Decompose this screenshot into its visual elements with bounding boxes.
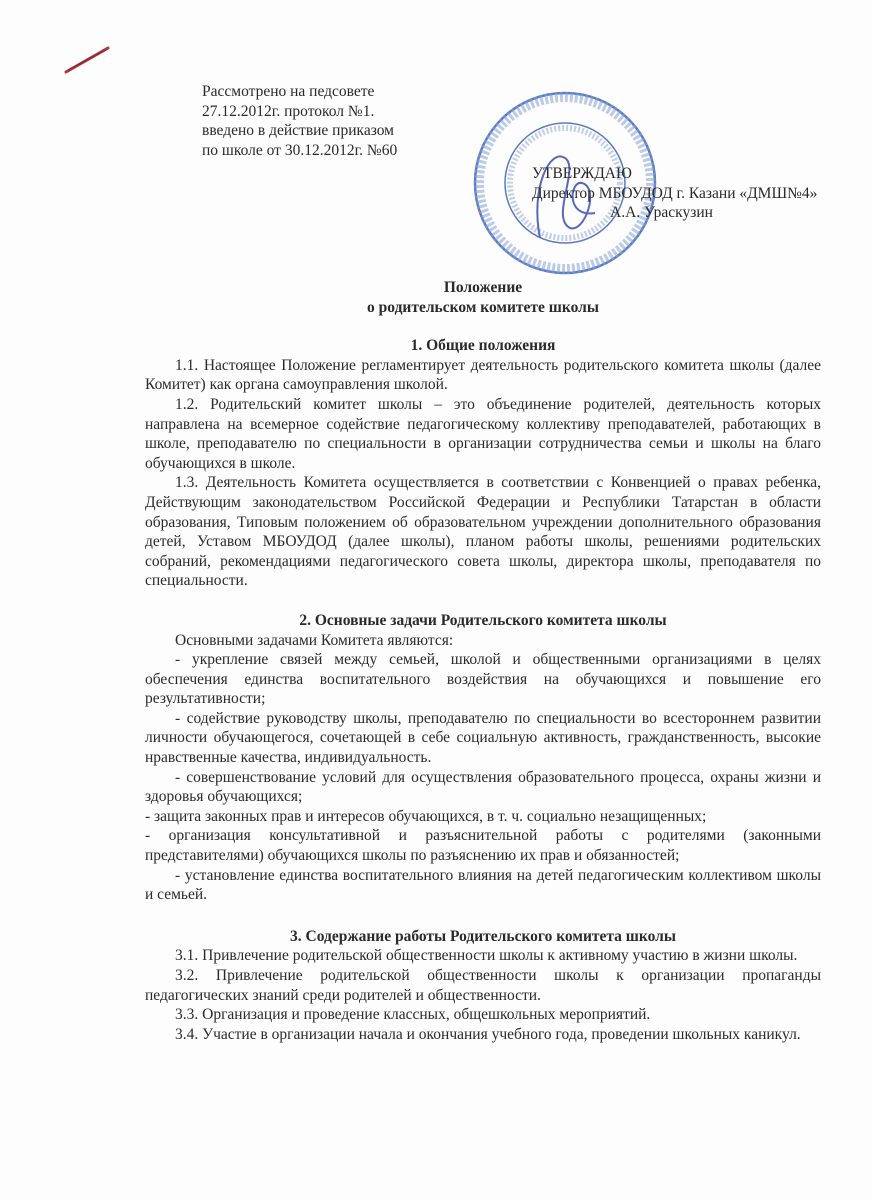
paragraph: - совершенствование условий для осуществления образовательного процесса, охраны жизни и здоровья обучающихся; [145,768,821,806]
paragraph: 3.3. Организация и проведение классных, общешкольных мероприятий. [175,1006,651,1024]
paragraph: - защита законных прав и интересов обучающихся, в т. ч. социально незащищенных; [145,807,707,825]
paragraph: - организация консультативной и разъяснительной работы с родителями (законными представителями) обучающихся школы по разъяснению их прав и обязанностей; [145,827,821,865]
paragraph: 1.2. Родительский комитет школы – это объединение родителей, деятельность которых направлена на всемерное содействие педагогическому коллективу преподавателей, работающих в школе, преподавателю по специальности в организации сотрудничества семьи и школы на благо обучающихся в школе. [145,395,821,472]
paragraph: 3.1. Привлечение родительской общественности школы к активному участию в жизни школы. [175,947,798,965]
paragraph: 1.3. Деятельность Комитета осуществляется в соответствии с Конвенцией о правах ребенка, Действующим законодательством Российской Федерации и Республики Татарстан в области образования, Типовым положением об образовательном учреждении дополнительного образования детей, Уставом МБОУДОД (далее школы), планом работы школы, решениями родительских собраний, рекомендациями педагогического совета школы, директора школы, преподавателя по специальности. [145,474,821,590]
section-heading: 3. Содержание работы Родительского комитета школы [290,927,676,945]
review-note [202,82,397,160]
review-line: Рассмотрено на педсовете [202,83,375,100]
paragraph: - содействие руководству школы, преподавателю по специальности во всестороннем развитии личности обучающегося, сочетающей в себе социальную активность, гражданственность, высокие нравственные качества, индивидуальность. [145,709,821,767]
review-line: по школе от 30.12.2012г. №60 [202,141,398,159]
review-line: введено в действие приказом [202,122,394,139]
document-subtitle: о родительском комитете школы [367,298,599,316]
paragraph: - укрепление связей между семьей, школой и общественными организациями в целях обеспечения единства воспитательного воздействия на обучающихся и повышение его результативности; [145,651,821,708]
section-heading: 2. Основные задачи Родительского комитета школы [299,611,667,629]
paragraph: - установление единства воспитательного влияния на детей педагогическим коллективом школы и семьей. [145,866,821,904]
document-title: Положение [443,279,523,296]
paragraph: Основными задачами Комитета являются: [175,631,454,649]
red-pen-mark [60,40,120,80]
document-body [145,278,821,1044]
approval-block [532,164,817,223]
review-line: 27.12.2012г. протокол №1. [202,102,375,120]
paragraph: 3.4. Участие в организации начала и окончания учебного года, проведении школьных каникул. [175,1025,801,1043]
approval-position: Директор МБОУДОД г. Казани «ДМШ№4» [532,184,818,202]
paragraph: 1.1. Настоящее Положение регламентирует деятельность родительского комитета школы (далее Комитет) как органа самоуправления школой. [145,356,821,394]
approval-label: УТВЕРЖДАЮ [532,165,632,182]
paragraph: 3.2. Привлечение родительской общественности школы к организации пропаганды педагогических знаний среди родителей и общественности. [145,967,821,1004]
section-heading: 1. Общие положения [410,337,556,355]
approval-name: А.А. Ураскузин [610,204,713,221]
